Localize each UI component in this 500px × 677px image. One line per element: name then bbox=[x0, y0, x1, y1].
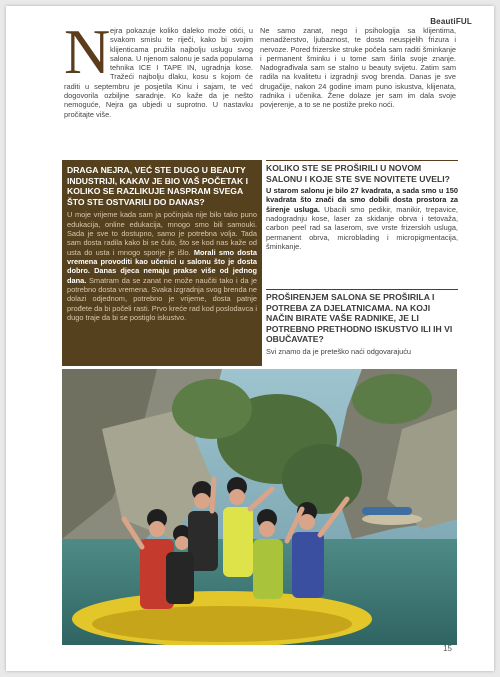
rafting-photo-illustration bbox=[62, 369, 457, 645]
intro-left-column bbox=[64, 16, 253, 156]
highlight-box bbox=[62, 160, 262, 366]
intro-right-column bbox=[260, 26, 456, 156]
drop-cap: N bbox=[64, 16, 111, 87]
highlight-answer-part1: U moje vrijeme kada sam ja počinjala nije bilo tako puno edukacija, online edukacija, mnogo smo bili samouki. Sada je sve to dostupno, samo je potrebna volja. Tada sam dosta radila kako bi se čulo, što se kod nas kaže od usta do usta i mnogo sporije je išlo. bbox=[67, 210, 257, 257]
staff-question: PROŠIRENJEM SALONA SE PROŠIRILA I POTREBA ZA DJELATNICAMA. NA KOJI NAČIN BIRATE VAŠE RADNIKE, JE LI POTREBNO PRETHODNO ISKUSTVO ILI IH VI OBUČAVATE? bbox=[266, 292, 453, 345]
salon-expansion-section bbox=[266, 163, 458, 251]
salon-answer bbox=[266, 186, 458, 251]
highlight-answer bbox=[67, 210, 257, 322]
section-divider bbox=[266, 160, 458, 161]
magazine-brand: BeautiFUL bbox=[430, 17, 472, 26]
intro-right-text: Ne samo zanat, nego i psihologija sa klijentima, menadžerstvo, ljubaznost, te dosta neuspjelih frizura i nervoze. Pored frizerske struke počela sam raditi šminkanje i permanent šminku i u tome sam širila svoje znanje. Nadograđivala sam se stalno u beauty svijetu. Zatim sam radila na kvalitetu i izgradnji svog brenda. Danas je sve drugačije, nakon 24 godine imam puno iskustva, klijenata, radnika i učenika. Žene dolaze jer sam im dala svoje povjerenje, a to se ne postiže preko noći. bbox=[260, 26, 456, 110]
salon-answer-bold: U starom salonu je bilo 27 kvadrata, a sada smo u 150 kvadrata što znači da smo dobili dosta prostora za širenje usluga. bbox=[266, 186, 458, 214]
intro-left-text: ejra pokazuje koliko daleko može otići, u svakom smislu te riječi, kako bi svojim klijenticama pružila najbolju uslugu svog salona. U njenom salonu je sada popularna tehnika ICE I TAPE IN, ugradnja kose. Tražeći najbolju dlaku, kosu s kojom će raditi u septembru je posjetila Kinu i sajam, te već dogovorila ozbiljne saradnje. Ko kaže da je nešto nemoguće, Nejra ga ubjedi u suprotno. U nastavku pročitajte više. bbox=[64, 26, 253, 119]
section-divider bbox=[266, 289, 458, 290]
staff-section bbox=[266, 292, 458, 356]
highlight-answer-part2: Smatram da se zanat ne može naučiti tako i da je potrebno dosta vremena. Svaka izgradnja svog brenda ne dolazi odjednom, potrebno je vrijeme, dosta patnje prođete da bi počeli rasti. Prvo kreće rad kod poslodavca i dugo traje da bi se postiglo iskustvo. bbox=[67, 275, 257, 323]
salon-answer-text: Ubacili smo pedikir, manikir, trepavice, nadogradnju kose, laser za skidanje obrva i tetovaža, carbon peel rad sa laserom, sve vrste frizerskih usluga, permanent obrva, microblading i micropigmentacija, šminkanje. bbox=[266, 204, 458, 251]
staff-answer: Svi znamo da je preteško naći odgovarajuću bbox=[266, 346, 412, 356]
highlight-answer-bold: Morali smo dosta vremena provoditi kao učenici u salonu što je dosta dobro. Danas djeca nemaju prakse više od jednog dana. bbox=[67, 247, 257, 285]
rafting-photo bbox=[62, 369, 457, 645]
highlight-question: DRAGA NEJRA, VEĆ STE DUGO U BEAUTY INDUSTRIJI, KAKAV JE BIO VAŠ POČETAK I KOLIKO SE RAZLIKUJE NASPRAM SVEGA ŠTO STE OSTVARILI DO DANAS? bbox=[67, 165, 248, 207]
salon-question: KOLIKO STE SE PROŠIRILI U NOVOM SALONU I KOJE STE SVE NOVITETE UVELI? bbox=[266, 163, 450, 184]
magazine-page bbox=[6, 6, 494, 671]
page-number: 15 bbox=[443, 644, 452, 653]
